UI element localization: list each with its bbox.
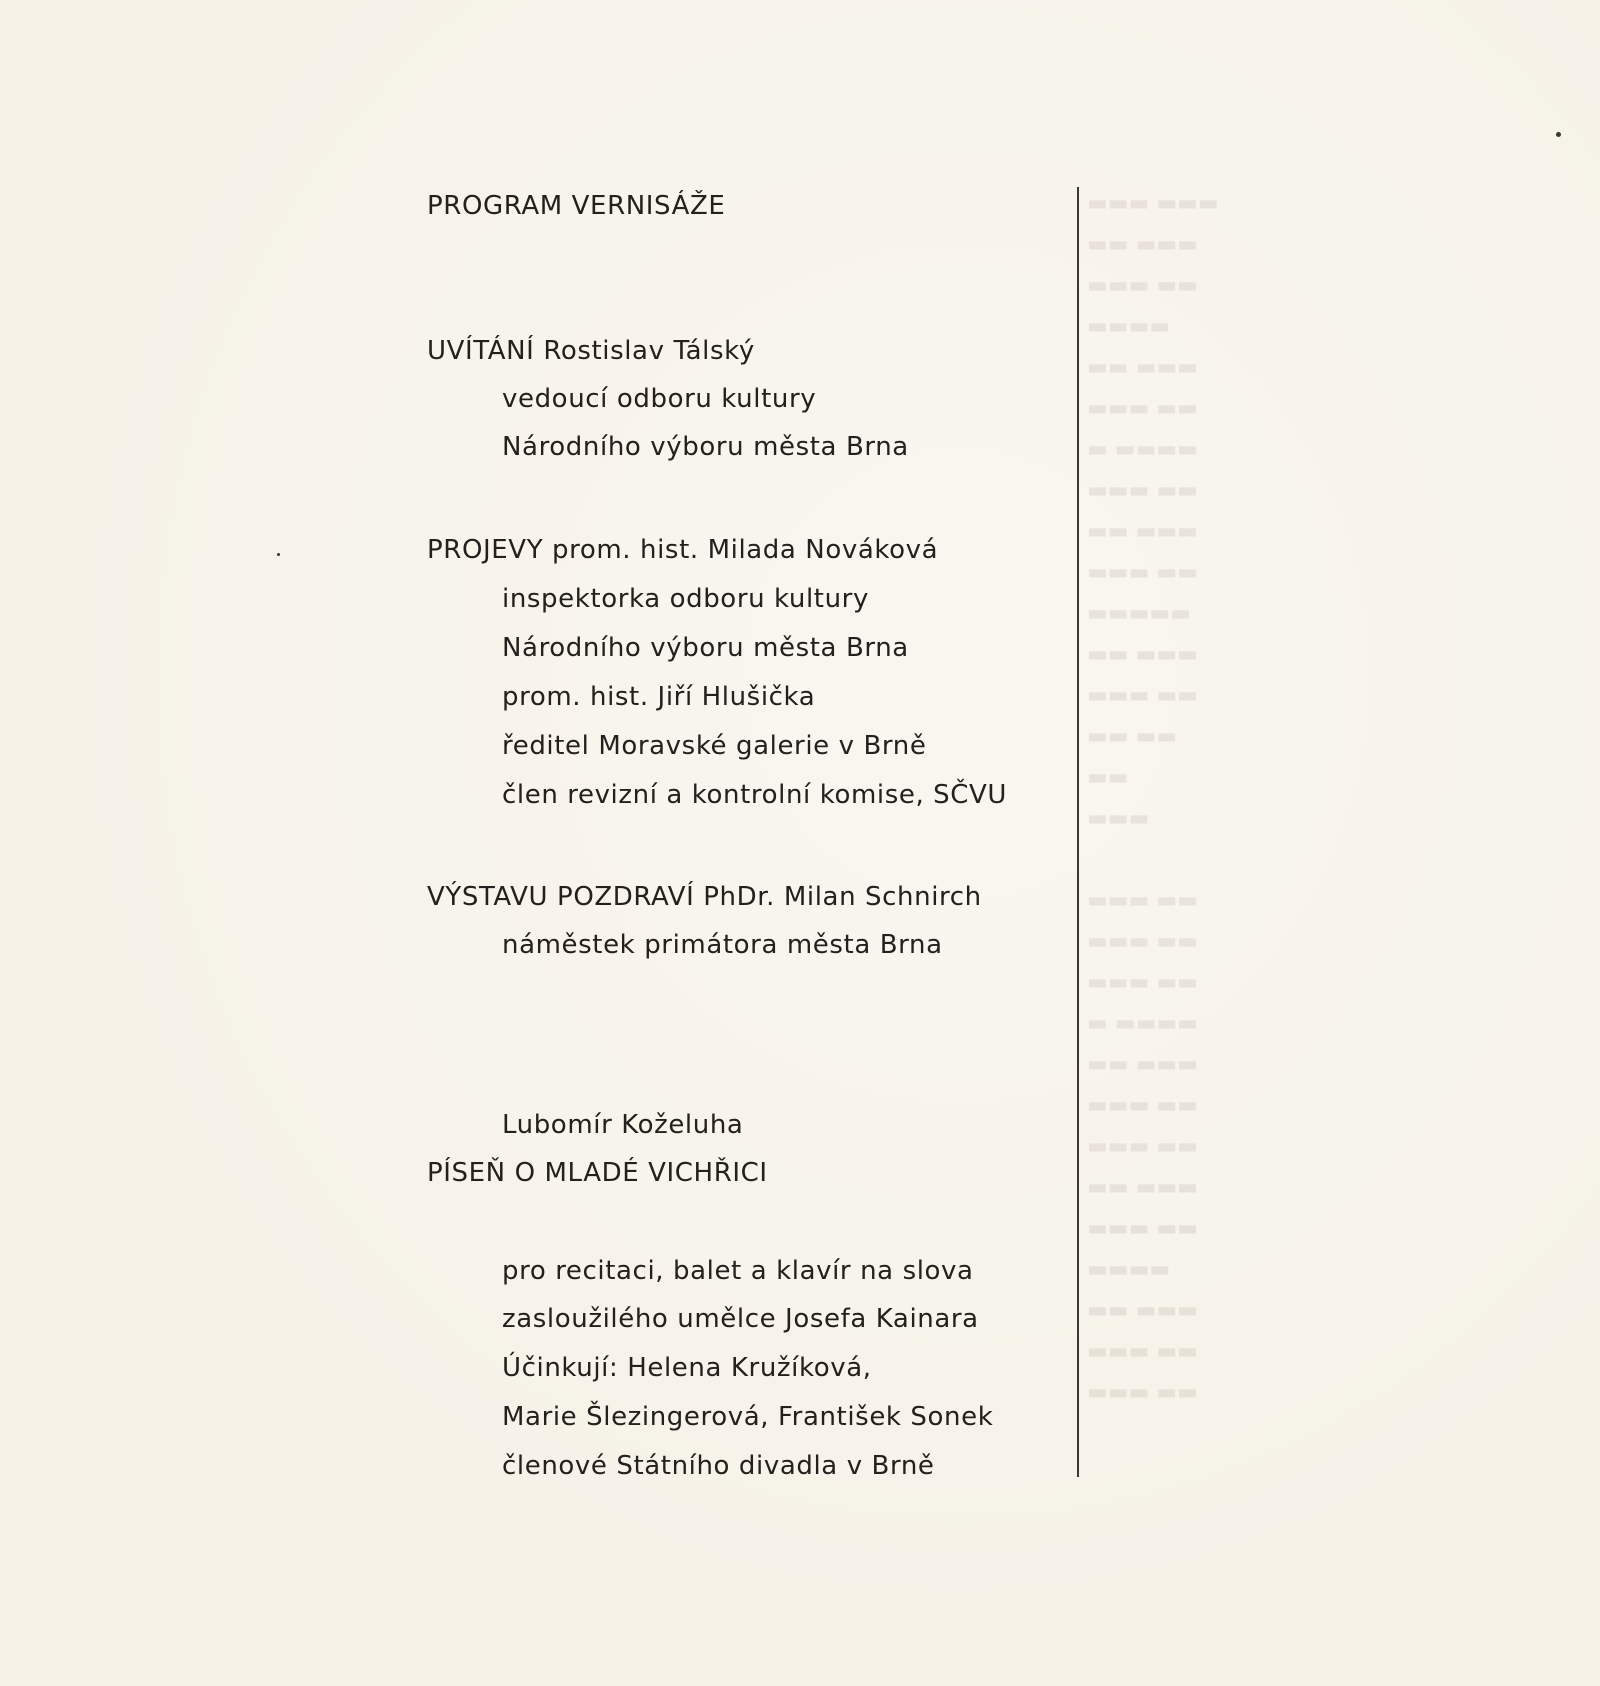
speeches-line: inspektorka odboru kultury xyxy=(502,584,869,614)
welcome-line: Národního výboru města Brna xyxy=(502,432,909,462)
print-speck xyxy=(1556,132,1561,137)
performance-line: zasloužilého umělce Josefa Kainara xyxy=(502,1304,979,1334)
speeches-line: člen revizní a kontrolní komise, SČVU xyxy=(502,780,1008,810)
greeting-line: náměstek primátora města Brna xyxy=(502,930,943,960)
speeches-line: prom. hist. Jiří Hlušička xyxy=(502,682,816,712)
speeches-line: PROJEVY prom. hist. Milada Nováková xyxy=(427,535,939,565)
column-divider-rule xyxy=(1077,187,1079,1477)
welcome-line: UVÍTÁNÍ Rostislav Tálský xyxy=(427,336,755,366)
performance-line: Účinkují: Helena Kružíková, xyxy=(502,1353,872,1383)
bleed-through-texture: ▬▬▬ ▬▬▬ ▬▬ ▬▬▬ ▬▬▬ ▬▬ ▬▬▬▬ ▬▬ ▬▬▬ ▬▬▬ ▬▬ ▬ ▬▬▬▬ ▬▬▬ ▬▬ ▬▬ ▬▬▬ ▬▬▬ ▬▬ ▬▬▬▬▬ ▬▬ ▬▬▬ ▬▬▬ ▬▬ ▬▬ ▬▬ ▬▬ ▬▬▬ ▬▬▬ ▬▬ ▬▬▬ ▬▬ ▬▬▬ ▬▬ ▬ ▬▬▬▬ ▬▬ ▬▬▬ ▬▬▬ ▬▬ ▬▬▬ ▬▬ ▬▬ ▬▬▬ ▬▬▬ ▬▬ ▬▬▬▬ ▬▬ ▬▬▬ ▬▬▬ ▬▬ ▬▬▬ ▬▬ xyxy=(1087,191,1219,1405)
greeting-line: VÝSTAVU POZDRAVÍ PhDr. Milan Schnirch xyxy=(427,882,982,912)
program-heading: PROGRAM VERNISÁŽE xyxy=(427,191,726,221)
print-speck xyxy=(277,553,280,556)
speeches-line: Národního výboru města Brna xyxy=(502,633,909,663)
performance-line: pro recitaci, balet a klavír na slova xyxy=(502,1256,974,1286)
composer-name: Lubomír Koželuha xyxy=(502,1110,744,1140)
performance-line: Marie Šlezingerová, František Sonek xyxy=(502,1402,994,1432)
speeches-line: ředitel Moravské galerie v Brně xyxy=(502,731,927,761)
performance-line: členové Státního divadla v Brně xyxy=(502,1451,935,1481)
welcome-line: vedoucí odboru kultury xyxy=(502,384,817,414)
performance-title: PÍSEŇ O MLADÉ VICHŘICI xyxy=(427,1158,768,1188)
